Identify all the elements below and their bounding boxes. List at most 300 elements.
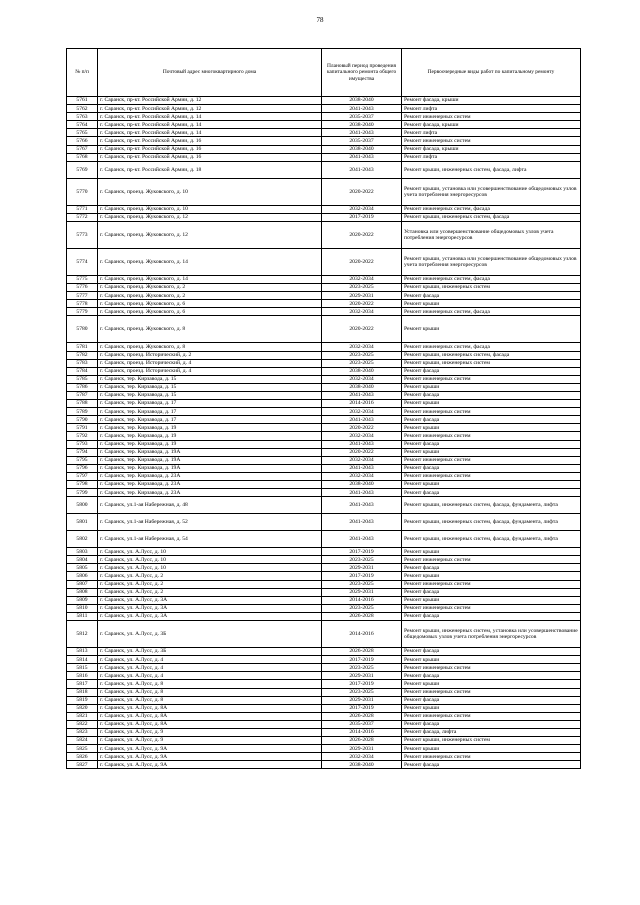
- row-address: г. Саранск, ул. А.Лусс, д. 3А: [98, 596, 322, 604]
- table-row: [67, 656, 581, 664]
- row-address: г. Саранск, проезд. Жуковского, д. 12: [98, 221, 322, 248]
- table-row: [67, 161, 581, 178]
- table-row: [67, 105, 581, 113]
- row-address: г. Саранск, проезд. Жуковского, д. 2: [98, 284, 322, 292]
- row-address: г. Саранск, пр-кт. Российской Армии, д. 14: [98, 129, 322, 137]
- table-row: [67, 178, 581, 205]
- row-address: г. Саранск, тер. Кирзавода, д. 17: [98, 400, 322, 408]
- row-address: г. Саранск, ул. А.Лусс, д. 9А: [98, 753, 322, 761]
- row-number: 5821: [67, 712, 98, 720]
- row-number: 5767: [67, 145, 98, 153]
- table-row: [67, 383, 581, 391]
- row-period: 2032-2034: [322, 205, 402, 213]
- row-number: 5790: [67, 416, 98, 424]
- table-row: [67, 121, 581, 129]
- row-number: 5778: [67, 300, 98, 308]
- table-row: [67, 497, 581, 514]
- row-works: Ремонт крыши, инженерных систем, фасада, фундамента, лифта: [402, 531, 581, 548]
- row-address: г. Саранск, ул.1-ая Набережная, д. 48: [98, 497, 322, 514]
- row-number: 5765: [67, 129, 98, 137]
- table-row: [67, 351, 581, 359]
- row-address: г. Саранск, пр-кт. Российской Армии, д. 12: [98, 97, 322, 105]
- row-works: Ремонт крыши, инженерных систем, фасада: [402, 213, 581, 221]
- row-address: г. Саранск, ул. А.Лусс, д. 8: [98, 688, 322, 696]
- table-row: [67, 300, 581, 308]
- table-row: [67, 424, 581, 432]
- table-row: [67, 456, 581, 464]
- row-works: Ремонт крыши: [402, 596, 581, 604]
- row-period: 2041-2043: [322, 489, 402, 497]
- row-number: 5809: [67, 596, 98, 604]
- row-number: 5781: [67, 343, 98, 351]
- row-works: Ремонт крыши, установка или усовершенствование общедомовых узлов учета потребления энергоресурсов: [402, 178, 581, 205]
- header-row: [67, 49, 581, 97]
- row-number: 5818: [67, 688, 98, 696]
- row-address: г. Саранск, ул. А.Лусс, д. 8А: [98, 720, 322, 728]
- row-address: г. Саранск, проезд. Жуковского, д. 10: [98, 178, 322, 205]
- row-number: 5813: [67, 648, 98, 656]
- table-body: [67, 97, 581, 769]
- row-works: Ремонт инженерных систем, фасада: [402, 205, 581, 213]
- row-period: 2041-2043: [322, 105, 402, 113]
- row-period: 2035-2037: [322, 137, 402, 145]
- table-row: [67, 548, 581, 556]
- row-number: 5820: [67, 704, 98, 712]
- row-number: 5771: [67, 205, 98, 213]
- row-number: 5792: [67, 432, 98, 440]
- row-works: Ремонт крыши: [402, 316, 581, 343]
- row-number: 5783: [67, 359, 98, 367]
- row-works: Ремонт фасада: [402, 564, 581, 572]
- row-works: Ремонт инженерных систем: [402, 408, 581, 416]
- table-row: [67, 221, 581, 248]
- row-address: г. Саранск, ул. А.Лусс, д. 2: [98, 588, 322, 596]
- row-works: Ремонт фасада: [402, 588, 581, 596]
- row-address: г. Саранск, тер. Кирзавода, д. 19А: [98, 456, 322, 464]
- row-address: г. Саранск, пр-кт. Российской Армии, д. 12: [98, 105, 322, 113]
- row-works: Ремонт крыши: [402, 572, 581, 580]
- row-works: Ремонт крыши: [402, 704, 581, 712]
- row-period: 2020-2022: [322, 248, 402, 275]
- table-row: [67, 712, 581, 720]
- row-number: 5822: [67, 720, 98, 728]
- table-row: [67, 728, 581, 736]
- table-row: [67, 580, 581, 588]
- row-works: Ремонт фасада: [402, 464, 581, 472]
- row-number: 5762: [67, 105, 98, 113]
- row-address: г. Саранск, проезд. Исторический, д. 2: [98, 351, 322, 359]
- row-works: Ремонт фасада, крыши: [402, 145, 581, 153]
- row-number: 5776: [67, 284, 98, 292]
- row-works: Ремонт крыши, инженерных систем: [402, 359, 581, 367]
- table-row: [67, 761, 581, 769]
- row-works: Ремонт фасада: [402, 440, 581, 448]
- table-row: [67, 375, 581, 383]
- row-works: Ремонт фасада: [402, 367, 581, 375]
- row-number: 5826: [67, 753, 98, 761]
- row-works: Ремонт крыши: [402, 400, 581, 408]
- row-address: г. Саранск, ул. А.Лусс, д. 3Б: [98, 648, 322, 656]
- row-works: Ремонт крыши: [402, 481, 581, 489]
- row-works: Ремонт инженерных систем: [402, 137, 581, 145]
- row-address: г. Саранск, ул. А.Лусс, д. 9: [98, 737, 322, 745]
- row-number: 5763: [67, 113, 98, 121]
- row-works: Ремонт фасада: [402, 489, 581, 497]
- row-address: г. Саранск, ул. А.Лусс, д. 9А: [98, 745, 322, 753]
- row-number: 5784: [67, 367, 98, 375]
- row-works: Ремонт инженерных систем: [402, 753, 581, 761]
- row-works: Ремонт инженерных систем: [402, 664, 581, 672]
- table-row: [67, 489, 581, 497]
- row-address: г. Саранск, пр-кт. Российской Армии, д. 16: [98, 137, 322, 145]
- table-row: [67, 556, 581, 564]
- row-number: 5814: [67, 656, 98, 664]
- row-address: г. Саранск, ул. А.Лусс, д. 4: [98, 664, 322, 672]
- row-address: г. Саранск, проезд. Жуковского, д. 6: [98, 300, 322, 308]
- row-period: 2038-2040: [322, 145, 402, 153]
- table-row: [67, 481, 581, 489]
- row-period: 2017-2019: [322, 213, 402, 221]
- row-works: Ремонт лифта: [402, 105, 581, 113]
- row-number: 5806: [67, 572, 98, 580]
- row-period: 2032-2034: [322, 432, 402, 440]
- row-period: 2035-2037: [322, 113, 402, 121]
- row-period: 2020-2022: [322, 424, 402, 432]
- row-period: 2041-2043: [322, 464, 402, 472]
- row-address: г. Саранск, ул. А.Лусс, д. 10: [98, 548, 322, 556]
- row-number: 5785: [67, 375, 98, 383]
- table-row: [67, 145, 581, 153]
- row-works: Ремонт крыши: [402, 424, 581, 432]
- row-works: Ремонт крыши, инженерных систем, фасада, фундамента, лифта: [402, 497, 581, 514]
- row-period: 2038-2040: [322, 121, 402, 129]
- row-period: 2032-2034: [322, 456, 402, 464]
- row-works: Ремонт инженерных систем, фасада: [402, 343, 581, 351]
- table-row: [67, 464, 581, 472]
- row-period: 2026-2028: [322, 648, 402, 656]
- row-works: Ремонт инженерных систем, фасада: [402, 275, 581, 283]
- row-number: 5807: [67, 580, 98, 588]
- table-row: [67, 316, 581, 343]
- row-address: г. Саранск, ул. А.Лусс, д. 3А: [98, 604, 322, 612]
- row-period: 2014-2016: [322, 400, 402, 408]
- row-address: г. Саранск, тер. Кирзавода, д. 15: [98, 375, 322, 383]
- table-row: [67, 248, 581, 275]
- row-period: 2041-2043: [322, 153, 402, 161]
- row-works: Ремонт инженерных систем: [402, 456, 581, 464]
- row-number: 5787: [67, 391, 98, 399]
- row-address: г. Саранск, тер. Кирзавода, д. 19А: [98, 464, 322, 472]
- row-works: Ремонт крыши: [402, 383, 581, 391]
- row-period: 2017-2019: [322, 680, 402, 688]
- table-row: [67, 564, 581, 572]
- row-period: 2023-2025: [322, 664, 402, 672]
- row-works: Ремонт инженерных систем: [402, 580, 581, 588]
- row-number: 5766: [67, 137, 98, 145]
- table-row: [67, 472, 581, 480]
- row-number: 5798: [67, 481, 98, 489]
- row-number: 5773: [67, 221, 98, 248]
- row-period: 2017-2019: [322, 548, 402, 556]
- row-period: 2023-2025: [322, 359, 402, 367]
- table-row: [67, 572, 581, 580]
- row-works: Ремонт инженерных систем: [402, 688, 581, 696]
- row-period: 2020-2022: [322, 316, 402, 343]
- row-number: 5770: [67, 178, 98, 205]
- row-period: 2032-2034: [322, 275, 402, 283]
- row-number: 5801: [67, 514, 98, 531]
- table-row: [67, 432, 581, 440]
- row-period: 2041-2043: [322, 129, 402, 137]
- row-address: г. Саранск, ул. А.Лусс, д. 8: [98, 680, 322, 688]
- row-period: 2038-2040: [322, 481, 402, 489]
- row-number: 5803: [67, 548, 98, 556]
- row-period: 2023-2025: [322, 556, 402, 564]
- table-row: [67, 514, 581, 531]
- header-period: Плановый период проведения капитального ремонта общего имущества: [322, 49, 402, 97]
- row-period: 2020-2022: [322, 448, 402, 456]
- row-works: Ремонт крыши: [402, 548, 581, 556]
- row-address: г. Саранск, проезд. Жуковского, д. 14: [98, 275, 322, 283]
- row-period: 2026-2028: [322, 712, 402, 720]
- row-works: Ремонт крыши: [402, 745, 581, 753]
- row-works: Ремонт фасада, лифта: [402, 728, 581, 736]
- row-works: Ремонт крыши, установка или усовершенствование общедомовых узлов учета потребления энергоресурсов: [402, 248, 581, 275]
- row-address: г. Саранск, проезд. Жуковского, д. 10: [98, 205, 322, 213]
- row-address: г. Саранск, пр-кт. Российской Армии, д. 18: [98, 161, 322, 178]
- row-number: 5805: [67, 564, 98, 572]
- row-number: 5795: [67, 456, 98, 464]
- row-number: 5800: [67, 497, 98, 514]
- row-number: 5788: [67, 400, 98, 408]
- row-works: Ремонт фасада, крыши: [402, 97, 581, 105]
- row-works: Ремонт крыши: [402, 680, 581, 688]
- row-works: Ремонт крыши, инженерных систем: [402, 737, 581, 745]
- row-period: 2032-2034: [322, 753, 402, 761]
- row-number: 5793: [67, 440, 98, 448]
- row-works: Ремонт инженерных систем: [402, 556, 581, 564]
- row-number: 5775: [67, 275, 98, 283]
- row-period: 2041-2043: [322, 514, 402, 531]
- row-period: 2041-2043: [322, 416, 402, 424]
- row-works: Ремонт фасада: [402, 761, 581, 769]
- row-number: 5786: [67, 383, 98, 391]
- table-row: [67, 391, 581, 399]
- row-number: 5811: [67, 612, 98, 620]
- row-address: г. Саранск, ул. А.Лусс, д. 3А: [98, 612, 322, 620]
- row-address: г. Саранск, ул. А.Лусс, д. 9: [98, 728, 322, 736]
- table-row: [67, 284, 581, 292]
- row-address: г. Саранск, тер. Кирзавода, д. 23А: [98, 489, 322, 497]
- row-works: Ремонт инженерных систем: [402, 472, 581, 480]
- row-period: 2023-2025: [322, 351, 402, 359]
- row-number: 5789: [67, 408, 98, 416]
- row-address: г. Саранск, пр-кт. Российской Армии, д. 16: [98, 145, 322, 153]
- row-number: 5799: [67, 489, 98, 497]
- row-period: 2032-2034: [322, 308, 402, 316]
- row-works: Ремонт крыши: [402, 656, 581, 664]
- row-number: 5779: [67, 308, 98, 316]
- table-row: [67, 137, 581, 145]
- row-works: Ремонт крыши, инженерных систем, фасада, лифта: [402, 161, 581, 178]
- header-address: Почтовый адрес многоквартирного дома: [98, 49, 322, 97]
- row-number: 5772: [67, 213, 98, 221]
- table-row: [67, 113, 581, 121]
- row-number: 5823: [67, 728, 98, 736]
- table-row: [67, 688, 581, 696]
- row-works: Ремонт фасада: [402, 391, 581, 399]
- row-number: 5794: [67, 448, 98, 456]
- row-period: 2041-2043: [322, 497, 402, 514]
- row-address: г. Саранск, ул. А.Лусс, д. 4: [98, 656, 322, 664]
- table-row: [67, 292, 581, 300]
- table-row: [67, 343, 581, 351]
- row-number: 5815: [67, 664, 98, 672]
- row-period: 2029-2031: [322, 672, 402, 680]
- table-row: [67, 440, 581, 448]
- row-number: 5817: [67, 680, 98, 688]
- row-works: Ремонт фасада: [402, 292, 581, 300]
- row-period: 2014-2016: [322, 596, 402, 604]
- row-address: г. Саранск, проезд. Исторический, д. 4: [98, 359, 322, 367]
- table-row: [67, 672, 581, 680]
- row-works: Ремонт инженерных систем: [402, 432, 581, 440]
- table-row: [67, 448, 581, 456]
- row-period: 2032-2034: [322, 472, 402, 480]
- row-number: 5808: [67, 588, 98, 596]
- row-number: 5827: [67, 761, 98, 769]
- row-period: 2041-2043: [322, 531, 402, 548]
- row-period: 2041-2043: [322, 161, 402, 178]
- row-period: 2029-2031: [322, 588, 402, 596]
- table-row: [67, 275, 581, 283]
- row-number: 5819: [67, 696, 98, 704]
- row-period: 2026-2028: [322, 612, 402, 620]
- row-period: 2029-2031: [322, 292, 402, 300]
- row-address: г. Саранск, проезд. Исторический, д. 4: [98, 367, 322, 375]
- row-works: Ремонт инженерных систем: [402, 712, 581, 720]
- row-address: г. Саранск, тер. Кирзавода, д. 23А: [98, 472, 322, 480]
- row-address: г. Саранск, тер. Кирзавода, д. 19: [98, 432, 322, 440]
- row-works: Ремонт фасада: [402, 416, 581, 424]
- row-works: Ремонт крыши: [402, 300, 581, 308]
- row-number: 5816: [67, 672, 98, 680]
- row-number: 5768: [67, 153, 98, 161]
- row-number: 5782: [67, 351, 98, 359]
- row-works: Ремонт фасада: [402, 720, 581, 728]
- table-row: [67, 153, 581, 161]
- row-number: 5780: [67, 316, 98, 343]
- row-address: г. Саранск, ул. А.Лусс, д. 3Б: [98, 621, 322, 648]
- row-address: г. Саранск, проезд. Жуковского, д. 6: [98, 308, 322, 316]
- row-period: 2023-2025: [322, 604, 402, 612]
- table-row: [67, 408, 581, 416]
- row-works: Ремонт крыши, инженерных систем, фасада, фундамента, лифта: [402, 514, 581, 531]
- table-row: [67, 621, 581, 648]
- row-address: г. Саранск, ул. А.Лусс, д. 2: [98, 580, 322, 588]
- row-period: 2017-2019: [322, 572, 402, 580]
- row-address: г. Саранск, проезд. Жуковского, д. 8: [98, 316, 322, 343]
- row-number: 5810: [67, 604, 98, 612]
- row-period: 2032-2034: [322, 343, 402, 351]
- table-row: [67, 588, 581, 596]
- row-number: 5824: [67, 737, 98, 745]
- table-row: [67, 753, 581, 761]
- row-address: г. Саранск, ул. А.Лусс, д. 2: [98, 572, 322, 580]
- header-number: № п/п: [67, 49, 98, 97]
- repair-schedule-table: [66, 48, 581, 769]
- table-row: [67, 205, 581, 213]
- table-row: [67, 400, 581, 408]
- table-row: [67, 213, 581, 221]
- row-address: г. Саранск, проезд. Жуковского, д. 8: [98, 343, 322, 351]
- row-period: 2020-2022: [322, 300, 402, 308]
- row-works: Ремонт фасада: [402, 648, 581, 656]
- row-period: 2041-2043: [322, 440, 402, 448]
- row-period: 2029-2031: [322, 745, 402, 753]
- row-address: г. Саранск, проезд. Жуковского, д. 12: [98, 213, 322, 221]
- row-address: г. Саранск, тер. Кирзавода, д. 15: [98, 383, 322, 391]
- table-row: [67, 680, 581, 688]
- row-period: 2017-2019: [322, 656, 402, 664]
- row-period: 2023-2025: [322, 580, 402, 588]
- row-period: 2032-2034: [322, 375, 402, 383]
- table-row: [67, 696, 581, 704]
- table-row: [67, 720, 581, 728]
- row-period: 2038-2040: [322, 383, 402, 391]
- row-address: г. Саранск, тер. Кирзавода, д. 19: [98, 440, 322, 448]
- row-address: г. Саранск, пр-кт. Российской Армии, д. 14: [98, 121, 322, 129]
- row-address: г. Саранск, пр-кт. Российской Армии, д. 14: [98, 113, 322, 121]
- table-row: [67, 596, 581, 604]
- row-number: 5764: [67, 121, 98, 129]
- row-works: Ремонт крыши, инженерных систем, установка или усовершенствование общедомовых узлов учета потребления энергоресурсов: [402, 621, 581, 648]
- row-number: 5774: [67, 248, 98, 275]
- row-works: Ремонт лифта: [402, 129, 581, 137]
- row-works: Ремонт фасада: [402, 612, 581, 620]
- table-row: [67, 531, 581, 548]
- row-number: 5812: [67, 621, 98, 648]
- row-period: 2038-2040: [322, 761, 402, 769]
- table-row: [67, 648, 581, 656]
- row-number: 5802: [67, 531, 98, 548]
- row-address: г. Саранск, тер. Кирзавода, д. 19А: [98, 448, 322, 456]
- row-works: Ремонт крыши, инженерных систем: [402, 284, 581, 292]
- table-row: [67, 97, 581, 105]
- table-row: [67, 745, 581, 753]
- row-address: г. Саранск, ул. А.Лусс, д. 9А: [98, 761, 322, 769]
- row-period: 2041-2043: [322, 391, 402, 399]
- row-works: Ремонт крыши, инженерных систем, фасада: [402, 351, 581, 359]
- row-number: 5769: [67, 161, 98, 178]
- table-row: [67, 612, 581, 620]
- row-address: г. Саранск, ул.1-ая Набережная, д. 54: [98, 531, 322, 548]
- row-address: г. Саранск, пр-кт. Российской Армии, д. 16: [98, 153, 322, 161]
- row-address: г. Саранск, ул. А.Лусс, д. 10: [98, 564, 322, 572]
- row-works: Ремонт фасада: [402, 672, 581, 680]
- row-number: 5804: [67, 556, 98, 564]
- row-number: 5796: [67, 464, 98, 472]
- row-number: 5825: [67, 745, 98, 753]
- row-address: г. Саранск, ул. А.Лусс, д. 8: [98, 696, 322, 704]
- row-address: г. Саранск, проезд. Жуковского, д. 14: [98, 248, 322, 275]
- row-works: Ремонт крыши: [402, 448, 581, 456]
- row-works: Ремонт лифта: [402, 153, 581, 161]
- table-row: [67, 604, 581, 612]
- row-address: г. Саранск, ул. А.Лусс, д. 8А: [98, 704, 322, 712]
- row-period: 2032-2034: [322, 408, 402, 416]
- row-address: г. Саранск, тер. Кирзавода, д. 15: [98, 391, 322, 399]
